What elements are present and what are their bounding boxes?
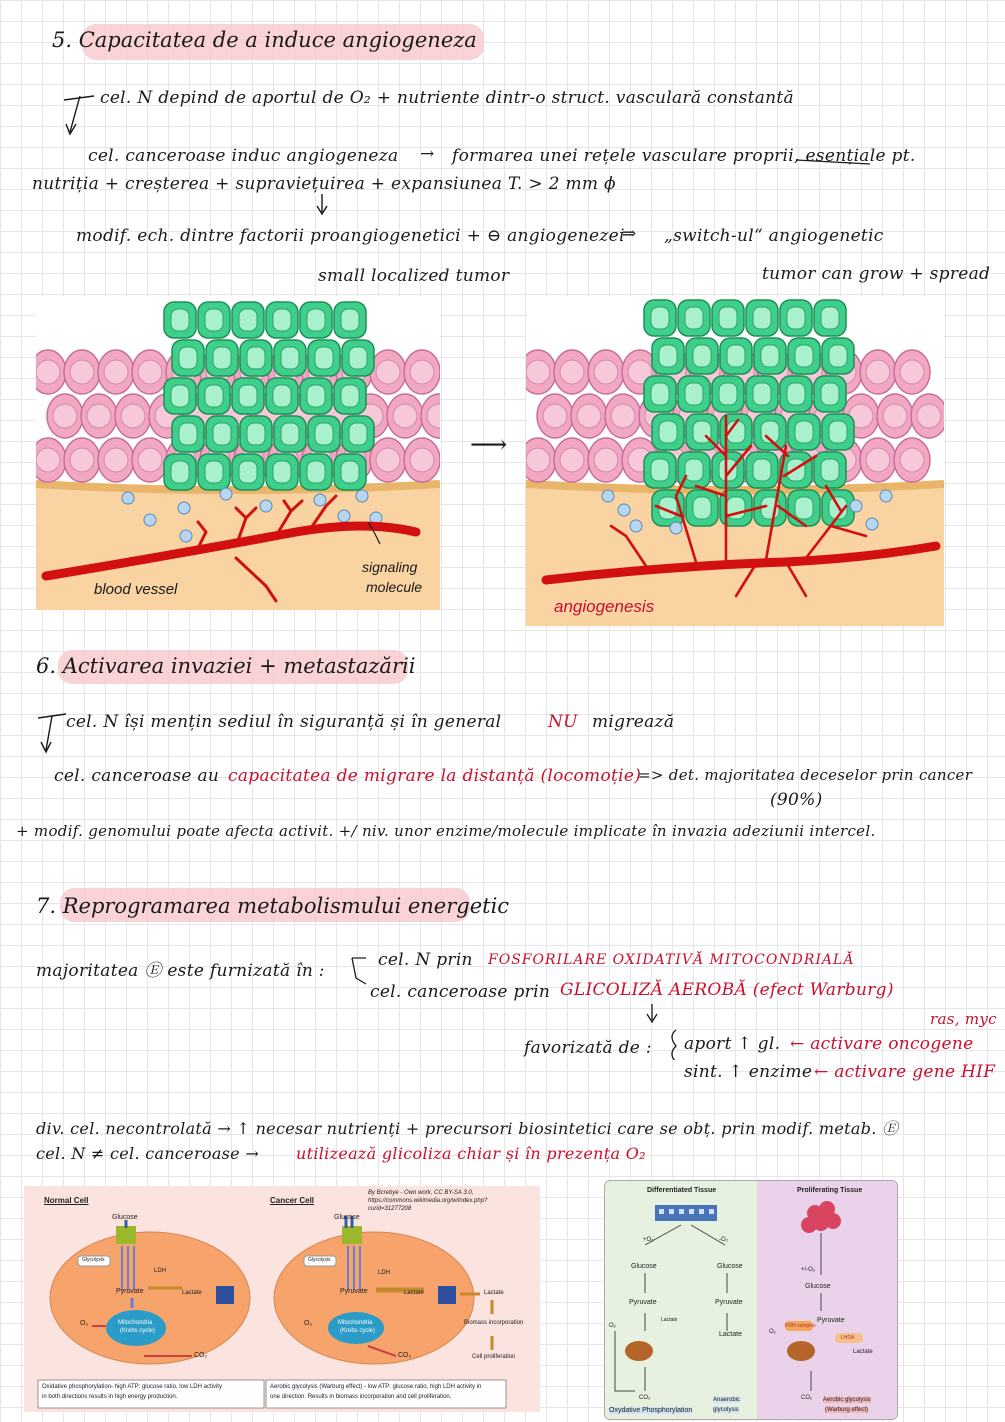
arrow-icon: ⇒ [622,224,637,244]
o2-label-cancer: O₂ [304,1320,313,1327]
pdh-label: PDH complex [785,1323,816,1329]
sec6-line2d: (90%) [770,790,823,810]
transition-arrow-icon: ⟶ [470,430,508,460]
sec5-line2a: cel. canceroase induc angiogeneza [88,146,399,166]
sec5-line3: nutriția + creșterea + supraviețuirea + expansiunea T. > 2 mm ϕ [32,174,616,194]
sec6-title: 6. Activarea invaziei + metastazării [36,654,416,678]
molecule-label: molecule [366,579,423,595]
arrow-icon: → [420,144,435,164]
minus-o2-label: -O₂ [719,1237,728,1243]
sec5-title: 5. Capacitatea de a induce angiogeneza [52,28,477,52]
fav-item2: sint. ↑ enzime [684,1062,813,1082]
glucose-diff-2: Glucose [717,1263,743,1270]
sec7-line4b: utilizează glicoliza chiar și în prezența O₂ [296,1144,646,1163]
fav-item2-cause: ← activare gene HIF [814,1062,996,1082]
normal-cell-title: Normal Cell [44,1196,89,1205]
credit-line1: By Bcrebye - Own work, CC BY-SA 3.0, [368,1190,474,1196]
co2-label: CO₂ [194,1352,208,1359]
fav-item1-genes: ras, myc [930,1010,997,1028]
pyruvate-diff-2: Pyruvate [715,1299,743,1306]
section5-connectors [0,0,1005,300]
glucose-diff-1: Glucose [631,1263,657,1270]
aerobic-glycolysis-label: Aerobic glycolysis [823,1397,871,1403]
sec7-line1c: FOSFORILARE OXIDATIVĂ MITOCONDRIALĂ [488,952,855,968]
tumor-grow-label: tumor can grow + spread [762,264,991,284]
krebs-label: (Krebs cycle) [120,1328,156,1334]
angiogenesis-panel-after [526,296,944,626]
sec6-line2b: capacitatea de migrare la distanță (locomoție) [228,766,642,786]
angiogenesis-panel-before [36,296,440,610]
warburg-figure [24,1186,540,1412]
warburg-effect-label: (Warburg effect) [825,1407,869,1413]
normal-cell-diagram [24,1186,540,1412]
sec6-line2c: => det. majoritatea deceselor prin cancer [638,766,973,784]
favorized-label: favorizată de : [524,1038,652,1058]
o2-prolif-label: O₂ [769,1329,776,1335]
mito-label: Mitochondria [118,1320,153,1326]
krebs-label-cancer: (Krebs cycle) [340,1328,376,1334]
differentiated-tissue-title: Differentiated Tissue [647,1187,717,1194]
sec5-line4a: modif. ech. dintre factorii proangiogenetici + ⊖ angiogenezei [76,226,625,246]
pm-o2-label: +/-O₂ [801,1267,816,1273]
pyruvate-diff-1: Pyruvate [629,1299,657,1306]
credit-line2: https://commons.wikimedia.org/w/index.php? [368,1198,488,1204]
fav-item1: aport ↑ gl. [684,1034,781,1054]
o2-diff-label: O₂ [609,1323,616,1329]
glycolysis-label-right: glycolysis [713,1407,739,1413]
sec5-line4b: „switch-ul“ angiogenetic [664,226,884,246]
lactate-prolif: Lactate [853,1349,873,1355]
small-tumor-label: small localized tumor [318,266,510,286]
pyruvate-label-cancer: Pyruvate [340,1288,368,1295]
lactate-diff-small: Lactate [661,1317,678,1323]
sec6-line1a: cel. N își mențin sediul în siguranță și în general [66,712,502,732]
angiogenesis-label: angiogenesis [554,597,655,616]
sec6-line2a: cel. canceroase au [54,766,220,786]
anaerobic-label: Anaerobic [713,1397,741,1403]
tumor-cells [164,302,374,490]
o2-label: O₂ [80,1320,89,1327]
caption-cancer-1: Aerobic glycolysis (Warburg effect) - low ATP: glucose ratio, high LDH activity in [270,1384,482,1390]
glucose-label-cancer: Glucose [334,1214,360,1221]
sec6-line3: + modif. genomului poate afecta activit. +/ niv. unor enzime/molecule implicate în invazia adeziunii intercel. [16,822,876,840]
cancer-cell-title: Cancer Cell [270,1196,315,1205]
sec6-line1c: migrează [592,712,675,732]
credit-line3: curid=31277208 [368,1206,412,1212]
fav-item1-cause: ← activare oncogene [790,1034,974,1054]
sec5-line1: cel. N depind de aportul de O₂ + nutriente dintr-o struct. vasculară constantă [100,88,794,108]
lactate-label-cancer: Lactate [404,1290,424,1296]
sec7-line3: div. cel. necontrolată → ↑ necesar nutrienți + precursori biosintetici care se obț. prin modif. metab. Ⓔ [36,1119,899,1138]
mito-label-cancer: Mitochondria [338,1320,373,1326]
oxphos-label: Oxydative Phosphorylation [609,1407,693,1414]
sec6-line1-nu: NU [548,712,578,732]
sec7-line1a: majoritatea Ⓔ este furnizată în : [36,961,325,981]
co2-prolif-label: CO₂ [801,1395,813,1401]
sec5-line2b: formarea unei rețele vasculare proprii, esențiale pt. [452,146,916,166]
glycolysis-label-cancer: Glycolysis [308,1257,331,1263]
blood-vessel-label: blood vessel [94,581,178,598]
caption-normal-1: Oxidative phosphorylation- high ATP: glucose ratio, low LDH activity [42,1384,222,1390]
plus-o2-label: +O₂ [643,1237,654,1243]
lactate-out-label: Lactate [484,1290,504,1296]
glycolysis-label: Glycolysis [82,1257,105,1263]
lhda-label: LHDA [841,1335,855,1341]
sec7-line1b: cel. N prin [378,950,473,970]
glucose-prolif: Glucose [805,1283,831,1290]
co2-label-cancer: CO₂ [398,1352,412,1359]
signaling-label: signaling [362,559,418,575]
sec7-title: 7. Reprogramarea metabolismului energetic [36,894,510,918]
caption-normal-2: in both directions results in high energy production. [42,1394,178,1400]
tissue-metabolism-figure [604,1180,898,1420]
biomass-label: Biomass incorporation [464,1320,524,1326]
proliferation-label: Cell proliferation [472,1354,516,1360]
ldh-label-cancer: LDH [378,1270,391,1276]
co2-diff-label: CO₂ [639,1395,651,1401]
sec7-line4a: cel. N ≠ cel. canceroase → [36,1144,260,1163]
pyruvate-label: Pyruvate [116,1288,144,1295]
glucose-label: Glucose [112,1214,138,1221]
ldh-label: LDH [154,1268,167,1274]
pyruvate-prolif: Pyruvate [817,1317,845,1324]
sec7-line2b: GLICOLIZĂ AEROBĂ (efect Warburg) [560,980,894,1000]
sec7-line2a: cel. canceroase prin [370,982,551,1002]
proliferating-tissue-title: Proliferating Tissue [797,1187,863,1194]
caption-cancer-2: one direction. Results in biomass incorporation and cell proliferation. [270,1394,452,1400]
lactate-label: Lactate [182,1290,202,1296]
lactate-diff-2: Lactate [719,1331,742,1338]
